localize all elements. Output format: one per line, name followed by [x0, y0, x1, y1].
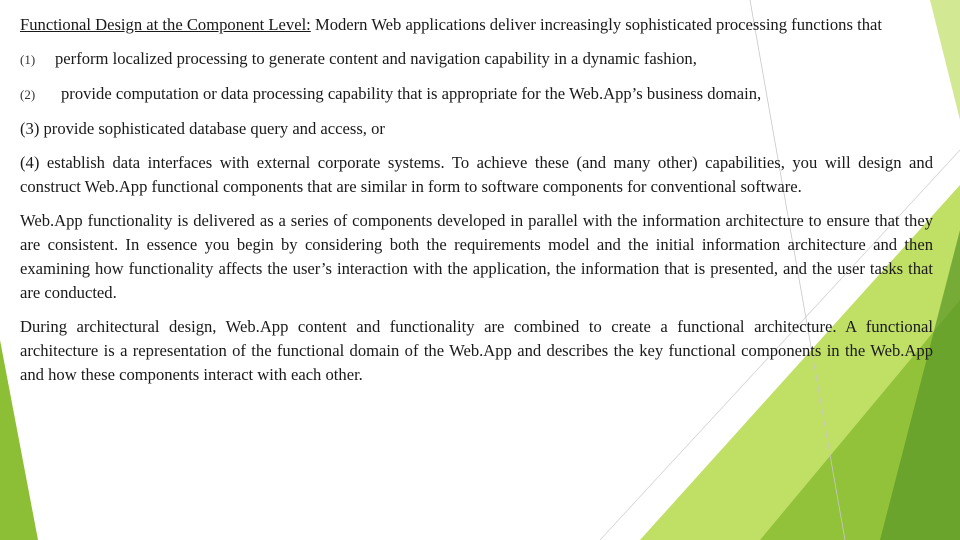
list-number-1: (1) — [20, 52, 36, 67]
list-item-1 — [20, 47, 933, 72]
right-green-triangle-top — [930, 0, 960, 120]
functionality-paragraph: Web.App functionality is delivered as a series of components developed in parallel with the information architecture to ensure that they are consistent. In essence you begin by considering both the requirements model and the initial information architecture and then examining how functionality affects the user’s interaction with the application, the information that is presented, and the user tasks that are conducted. — [20, 211, 933, 302]
list-item-4: (4) establish data interfaces with external corporate systems. To achieve these (and many other) capabilities, you will design and construct Web.App functional components that are similar in form to software components for conventional software. — [20, 153, 933, 196]
intro-paragraph — [20, 13, 933, 37]
list-text-1: perform localized processing to generate content and navigation capability in a dynamic fashion, — [55, 49, 697, 68]
list-text-2: provide computation or data processing capability that is appropriate for the Web.App’s business domain, — [61, 84, 762, 103]
slide-body — [20, 13, 933, 397]
section-heading: Functional Design at the Component Level: — [20, 15, 311, 34]
list-item-3: (3) provide sophisticated database query and access, or — [20, 119, 385, 138]
list-item-2 — [20, 82, 933, 107]
architectural-design-paragraph: During architectural design, Web.App content and functionality are combined to create a functional architecture. A functional architecture is a representation of the functional domain of the Web.App and describes the key functional components in the Web.App and how these components interact with each other. — [20, 317, 933, 384]
list-number-2: (2) — [20, 87, 36, 102]
intro-text: Modern Web applications deliver increasingly sophisticated processing functions that — [310, 15, 882, 34]
